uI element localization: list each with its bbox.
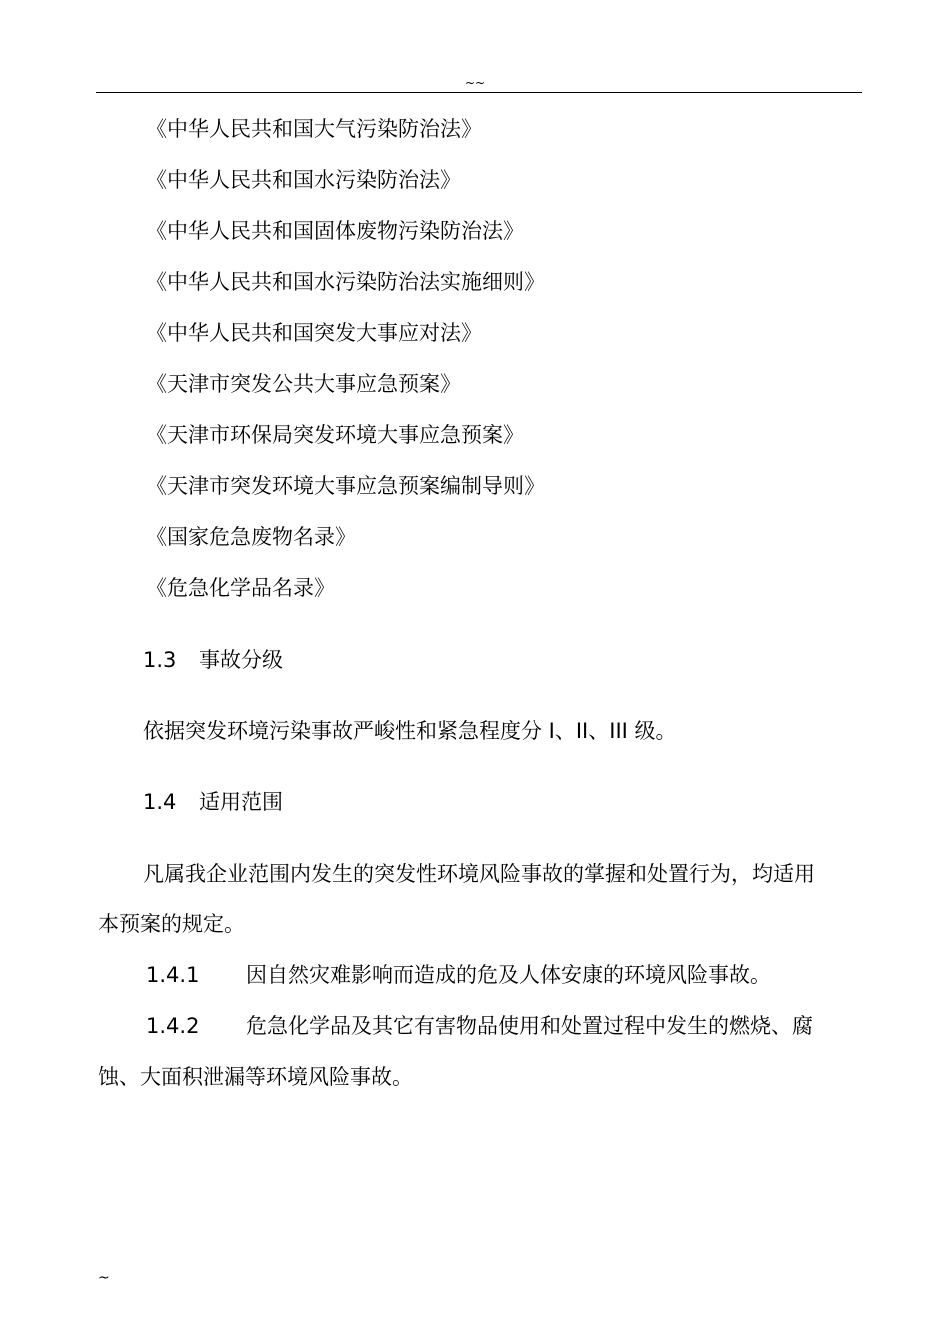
reference-item: 《中华人民共和国突发大事应对法》 (146, 321, 482, 345)
subsection-number: 1.4.1 (146, 963, 200, 987)
reference-item: 《国家危急废物名录》 (146, 525, 356, 549)
subsection-1-4-1 (146, 961, 771, 989)
subsection-1-4-2-continued: 蚀、大面积泄漏等环境风险事故。 (98, 1065, 413, 1089)
subsection-text: 因自然灾难影响而造成的危及人体安康的环境风险事故。 (246, 963, 771, 987)
section-heading-1-3 (143, 646, 283, 674)
header-mark: ~~ (464, 76, 486, 90)
section-1-4-body: 凡属我企业范围内发生的突发性环境风险事故的掌握和处置行为，均适用 (143, 862, 815, 886)
subsection-1-4-2 (146, 1012, 813, 1040)
reference-item: 《天津市环保局突发环境大事应急预案》 (146, 423, 524, 447)
reference-item: 《中华人民共和国大气污染防治法》 (146, 117, 482, 141)
section-1-4-body-continued: 本预案的规定。 (98, 912, 245, 936)
subsection-text: 危急化学品及其它有害物品使用和处置过程中发生的燃烧、腐 (246, 1014, 813, 1038)
reference-item: 《危急化学品名录》 (146, 576, 335, 600)
section-title: 事故分级 (199, 648, 283, 672)
header-rule (96, 92, 862, 93)
section-number: 1.3 (143, 648, 177, 672)
reference-item: 《天津市突发公共大事应急预案》 (146, 372, 461, 396)
section-heading-1-4 (143, 788, 283, 816)
section-1-3-body: 依据突发环境污染事故严峻性和紧急程度分 I、II、III 级。 (143, 719, 677, 743)
reference-item: 《中华人民共和国水污染防治法实施细则》 (146, 270, 545, 294)
footer-mark: ~ (98, 1270, 110, 1286)
section-number: 1.4 (143, 790, 177, 814)
reference-item: 《中华人民共和国水污染防治法》 (146, 168, 461, 192)
section-title: 适用范围 (199, 790, 283, 814)
reference-item: 《中华人民共和国固体废物污染防治法》 (146, 219, 524, 243)
subsection-number: 1.4.2 (146, 1014, 200, 1038)
reference-item: 《天津市突发环境大事应急预案编制导则》 (146, 474, 545, 498)
